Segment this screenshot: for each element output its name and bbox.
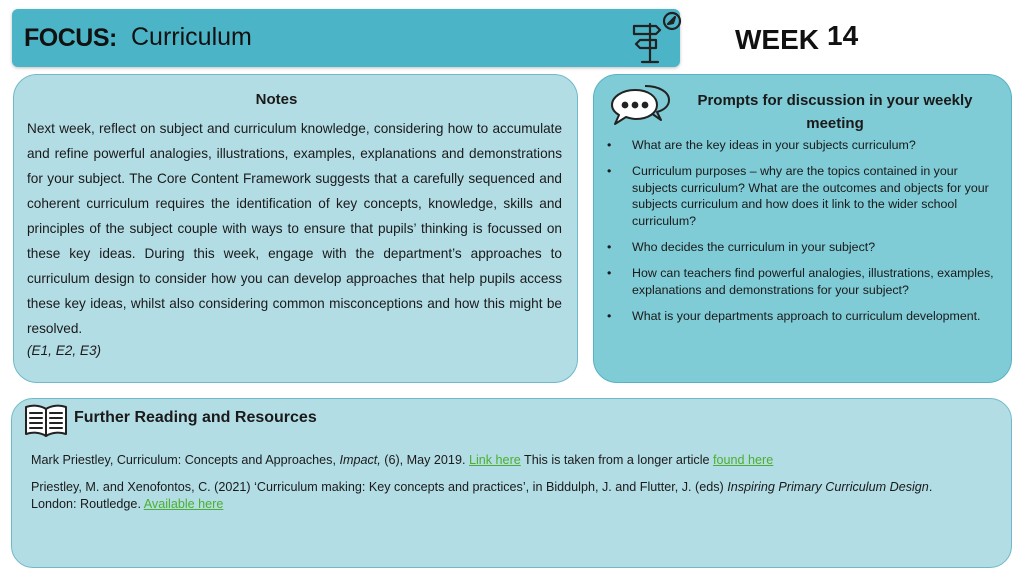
ref-text: (6), May 2019. bbox=[380, 453, 469, 467]
found-here-link[interactable]: found here bbox=[713, 453, 774, 467]
notes-title: Notes bbox=[255, 91, 298, 108]
notes-body: Next week, reflect on subject and curriculum knowledge, considering how to accumulate and refine powerful analogies, illustrations, examples, explanations and demonstrations for your subject. The Core Content Framework suggests that a carefully sequenced and coherent curriculum requires the identification of key concepts, knowledge, skills and principles of the subject couple with ways to ensure that pupils’ thinking is focussed on these key ideas. During this week, engage with the department’s approaches to curriculum design to consider how you can develop approaches that help pupils access these key ideas, whilst also considering common misconceptions and how this might be resolved. bbox=[27, 121, 562, 336]
prompt-item: • What is your departments approach to curriculum development. bbox=[607, 308, 1002, 324]
prompt-item: • How can teachers find powerful analogies, illustrations, examples, explanations and demonstrations for your subject? bbox=[607, 265, 1002, 298]
prompts-list bbox=[607, 137, 1002, 335]
speech-bubble-icon bbox=[609, 78, 673, 130]
focus-value: Curriculum bbox=[131, 23, 252, 51]
focus-label: FOCUS: bbox=[24, 24, 117, 52]
ref-text: . London: Routledge. bbox=[31, 480, 933, 511]
ref-journal: Impact, bbox=[339, 453, 381, 467]
signpost-icon bbox=[626, 10, 682, 66]
prompts-title: Prompts for discussion in your weekly meeting bbox=[697, 92, 973, 132]
reading-title: Further Reading and Resources bbox=[74, 409, 317, 426]
ref-text: This is taken from a longer article bbox=[520, 453, 714, 467]
notes-reference: (E1, E2, E3) bbox=[27, 343, 102, 358]
prompt-item: • Who decides the curriculum in your subject? bbox=[607, 239, 1002, 255]
prompt-item: • What are the key ideas in your subjects curriculum? bbox=[607, 137, 1002, 153]
prompt-item: • Curriculum purposes – why are the topics contained in your subjects curriculum? What are the outcomes and objects for your subjects curriculum and how does it link to the wider school curriculum? bbox=[607, 163, 1002, 229]
link-here[interactable]: Link here bbox=[468, 453, 521, 467]
ref-book-title: Inspiring Primary Curriculum Design bbox=[727, 480, 929, 494]
reference-priestley-2019 bbox=[31, 452, 971, 469]
ref-text: Mark Priestley, Curriculum: Concepts and Approaches, bbox=[31, 453, 340, 467]
week-label: WEEK bbox=[735, 24, 819, 55]
ref-text: Priestley, M. and Xenofontos, C. (2021) ‘Curriculum making: Key concepts and practices’, in Biddulph, J. and Flutter, J. (eds) bbox=[31, 480, 728, 494]
reference-priestley-2021 bbox=[31, 479, 971, 512]
available-here-link[interactable]: Available here bbox=[143, 496, 224, 511]
open-book-icon bbox=[23, 403, 69, 439]
week-number: 14 bbox=[827, 20, 859, 51]
